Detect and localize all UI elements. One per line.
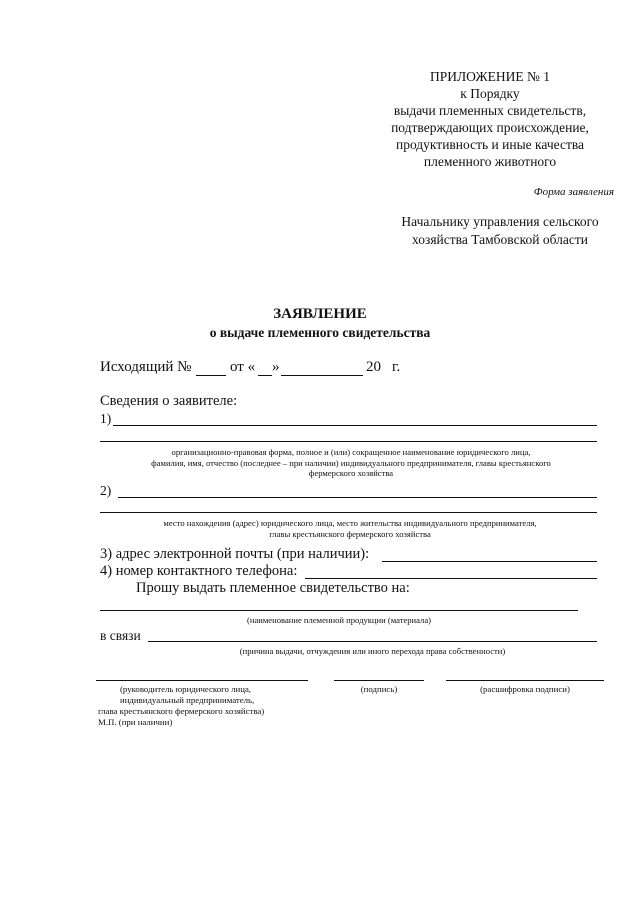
applicant-address-field-continued[interactable] (100, 512, 597, 513)
reason-label: в связи (100, 628, 141, 643)
outgoing-number-label: Исходящий № (100, 359, 192, 375)
appendix-line: к Порядку (460, 86, 520, 101)
applicant-address-caption: место нахождения (адрес) юридического лица, место жительства индивидуального предпринимателя, главы крестьянского фермерского хозяйства (163, 518, 537, 539)
head-signature-line[interactable] (96, 680, 308, 681)
applicant-name-field-continued[interactable] (100, 441, 597, 442)
appendix-line: подтверждающих происхождение, (391, 120, 589, 135)
reason-caption: (причина выдачи, отчуждения или иного перехода права собственности) (239, 646, 506, 656)
head-caption: (руководитель юридического лица, индивидуальный предприниматель, глава крестьянского фермерского хозяйства) М.П. (при наличии) (98, 684, 265, 727)
signature-line[interactable] (334, 680, 424, 681)
applicant-heading: Сведения о заявителе: (100, 393, 238, 409)
applicant-name-caption: организационно-правовая форма, полное и (или) сокращенное наименование юридического лица, фамилия, имя, отчество (последнее – при наличии) индивидуального предпринимателя, главы крестьянского фермерского хозяйства (151, 447, 551, 478)
document-subtitle: о выдаче племенного свидетельства (209, 325, 431, 340)
applicant-email-label: 3) адрес электронной почты (при наличии): (100, 546, 370, 562)
signature-caption: (подпись) (360, 684, 398, 694)
addressee (380, 213, 620, 249)
outgoing-number-field[interactable] (196, 375, 226, 376)
document-title: ЗАЯВЛЕНИЕ (273, 306, 367, 322)
decoding-line[interactable] (446, 680, 604, 681)
product-caption: (наименование племенной продукции (материала) (246, 615, 432, 625)
addressee-line: хозяйства Тамбовской области (412, 232, 588, 247)
appendix-line: выдачи племенных свидетельств, (393, 103, 587, 118)
reason-field[interactable] (148, 641, 597, 642)
applicant-item2-number: 2) (100, 483, 112, 498)
appendix-line: продуктивность и иные качества (395, 137, 585, 152)
appendix-line: племенного животного (423, 154, 557, 169)
outgoing-day-field[interactable] (258, 375, 272, 376)
applicant-phone-field[interactable] (305, 578, 597, 579)
outgoing-month-field[interactable] (281, 375, 363, 376)
appendix-number: ПРИЛОЖЕНИЕ № 1 (429, 69, 551, 84)
applicant-phone-label: 4) номер контактного телефона: (100, 563, 298, 579)
outgoing-year-suffix: г. (392, 359, 401, 375)
form-label: Форма заявления (533, 186, 614, 198)
applicant-address-field[interactable] (118, 497, 597, 498)
outgoing-year: 20 (366, 359, 381, 375)
outgoing-date-from: от « (230, 359, 256, 375)
applicant-email-field[interactable] (382, 561, 597, 562)
applicant-name-field[interactable] (113, 425, 597, 426)
applicant-item1-number: 1) (100, 411, 112, 426)
addressee-line: Начальнику управления сельского (401, 214, 599, 229)
appendix-header (360, 68, 620, 170)
outgoing-quote-close: » (272, 359, 280, 375)
decoding-caption: (расшифровка подписи) (480, 684, 570, 694)
product-field[interactable] (100, 610, 578, 611)
request-text: Прошу выдать племенное свидетельство на: (136, 580, 410, 596)
